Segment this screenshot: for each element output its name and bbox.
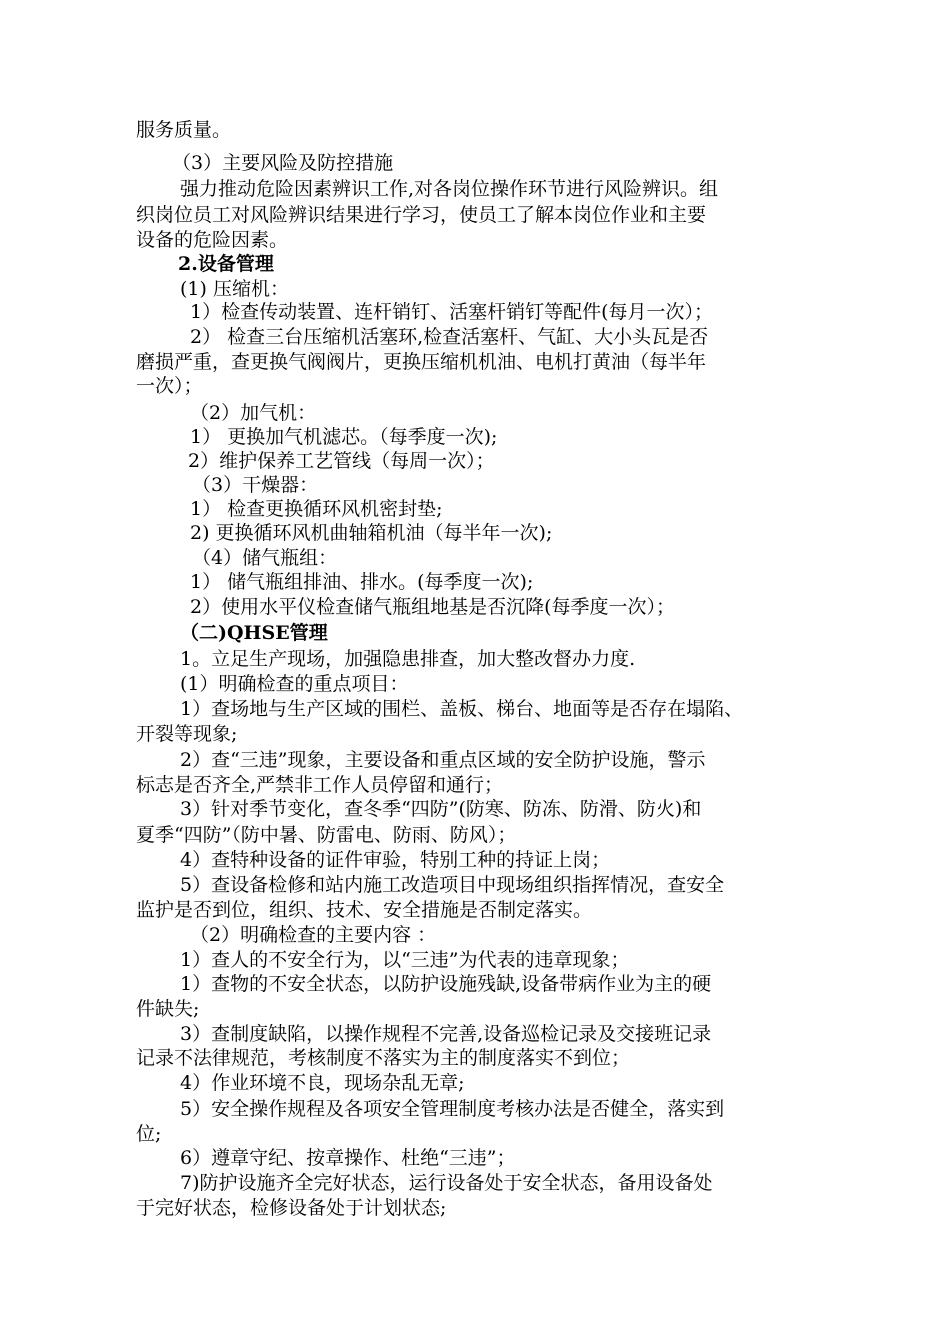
- text-line: 3）针对季节变化，查冬季“四防”(防寒、防冻、防滑、防火)和: [180, 798, 702, 820]
- text-line: 服务质量。: [136, 119, 232, 141]
- text-line: 标志是否齐全,严禁非工作人员停留和通行；: [136, 774, 504, 796]
- text-line: 4）作业环境不良，现场杂乱无章;: [180, 1072, 465, 1094]
- text-line: 1） 储气瓶组排油、排水。(每季度一次);: [190, 571, 534, 593]
- subsection-heading: （2）加气机：: [190, 402, 317, 424]
- subsection-heading: （4）储气瓶组：: [192, 547, 338, 569]
- subsection-heading: （3）主要风险及防控措施: [172, 152, 394, 174]
- subsection-heading: （3）干燥器：: [192, 474, 319, 496]
- text-line: 2）使用水平仪检查储气瓶组地基是否沉降(每季度一次）；: [190, 596, 676, 618]
- text-line: 于完好状态，检修设备处于计划状态;: [136, 1197, 447, 1219]
- text-line: 1。立足生产现场，加强隐患排查，加大整改督办力度.: [180, 648, 636, 670]
- text-line: 1） 检查更换循环风机密封垫;: [190, 498, 443, 520]
- text-line: 强力推动危险因素辨识工作,对各岗位操作环节进行风险辨识。组: [180, 178, 719, 200]
- subsection-heading: (1）明确检查的重点项目：: [180, 673, 409, 695]
- text-line: (1) 压缩机：: [180, 278, 289, 300]
- text-line: 1）检查传动装置、连杆销钉、活塞杆销钉等配件(每月一次）；: [190, 301, 714, 323]
- text-line: 磨损严重，查更换气阀阀片，更换压缩机机油、电机打黄油（每半年: [136, 351, 707, 373]
- text-line: 1）查场地与生产区域的围栏、盖板、梯台、地面等是否存在塌陷、: [180, 698, 744, 720]
- text-line: 开裂等现象;: [136, 723, 238, 745]
- text-line: 1）查人的不安全行为，以“三违”为代表的违章现象；: [180, 949, 630, 971]
- text-line: 件缺失;: [136, 998, 200, 1020]
- text-line: 织岗位员工对风险辨识结果进行学习，使员工了解本岗位作业和主要: [136, 204, 707, 226]
- text-line: 位;: [136, 1123, 162, 1145]
- text-line: 7)防护设施齐全完好状态，运行设备处于安全状态，备用设备处: [180, 1172, 713, 1194]
- text-line: 1）查物的不安全状态，以防护设施残缺,设备带病作业为主的硬: [180, 973, 712, 995]
- text-line: 2) 更换循环风机曲轴箱机油（每半年一次);: [190, 522, 553, 544]
- text-line: 设备的危险因素。: [136, 229, 289, 251]
- section-heading: 2.设备管理: [178, 253, 274, 275]
- section-heading: （二)QHSE管理: [180, 622, 328, 644]
- text-line: 5）安全操作规程及各项安全管理制度考核办法是否健全，落实到: [180, 1098, 725, 1120]
- text-line: 6）遵章守纪、按章操作、杜绝“三违”；: [180, 1147, 516, 1169]
- text-line: 监护是否到位，组织、技术、安全措施是否制定落实。: [136, 899, 593, 921]
- text-line: 夏季“四防”（防中暑、防雷电、防雨、防风）；: [136, 824, 517, 846]
- text-line: 记录不法律规范，考核制度不落实为主的制度落实不到位；: [136, 1047, 631, 1069]
- text-line: 2）查“三违”现象，主要设备和重点区域的安全防护设施，警示: [180, 749, 706, 771]
- text-line: 1） 更换加气机滤芯。（每季度一次);: [190, 426, 498, 448]
- text-line: 3）查制度缺陷，以操作规程不完善,设备巡检记录及交接班记录: [180, 1023, 712, 1045]
- text-line: 2） 检查三台压缩机活塞环,检查活塞杆、气缸、大小头瓦是否: [190, 326, 709, 348]
- subsection-heading: （2）明确检查的主要内容 ：: [190, 924, 437, 946]
- text-line: 2）维护保养工艺管线（每周一次）；: [188, 450, 495, 472]
- text-line: 5）查设备检修和站内施工改造项目中现场组织指挥情况，查安全: [180, 874, 725, 896]
- text-line: 一次）；: [136, 375, 203, 397]
- text-line: 4）查特种设备的证件审验，特别工种的持证上岗；: [180, 849, 611, 871]
